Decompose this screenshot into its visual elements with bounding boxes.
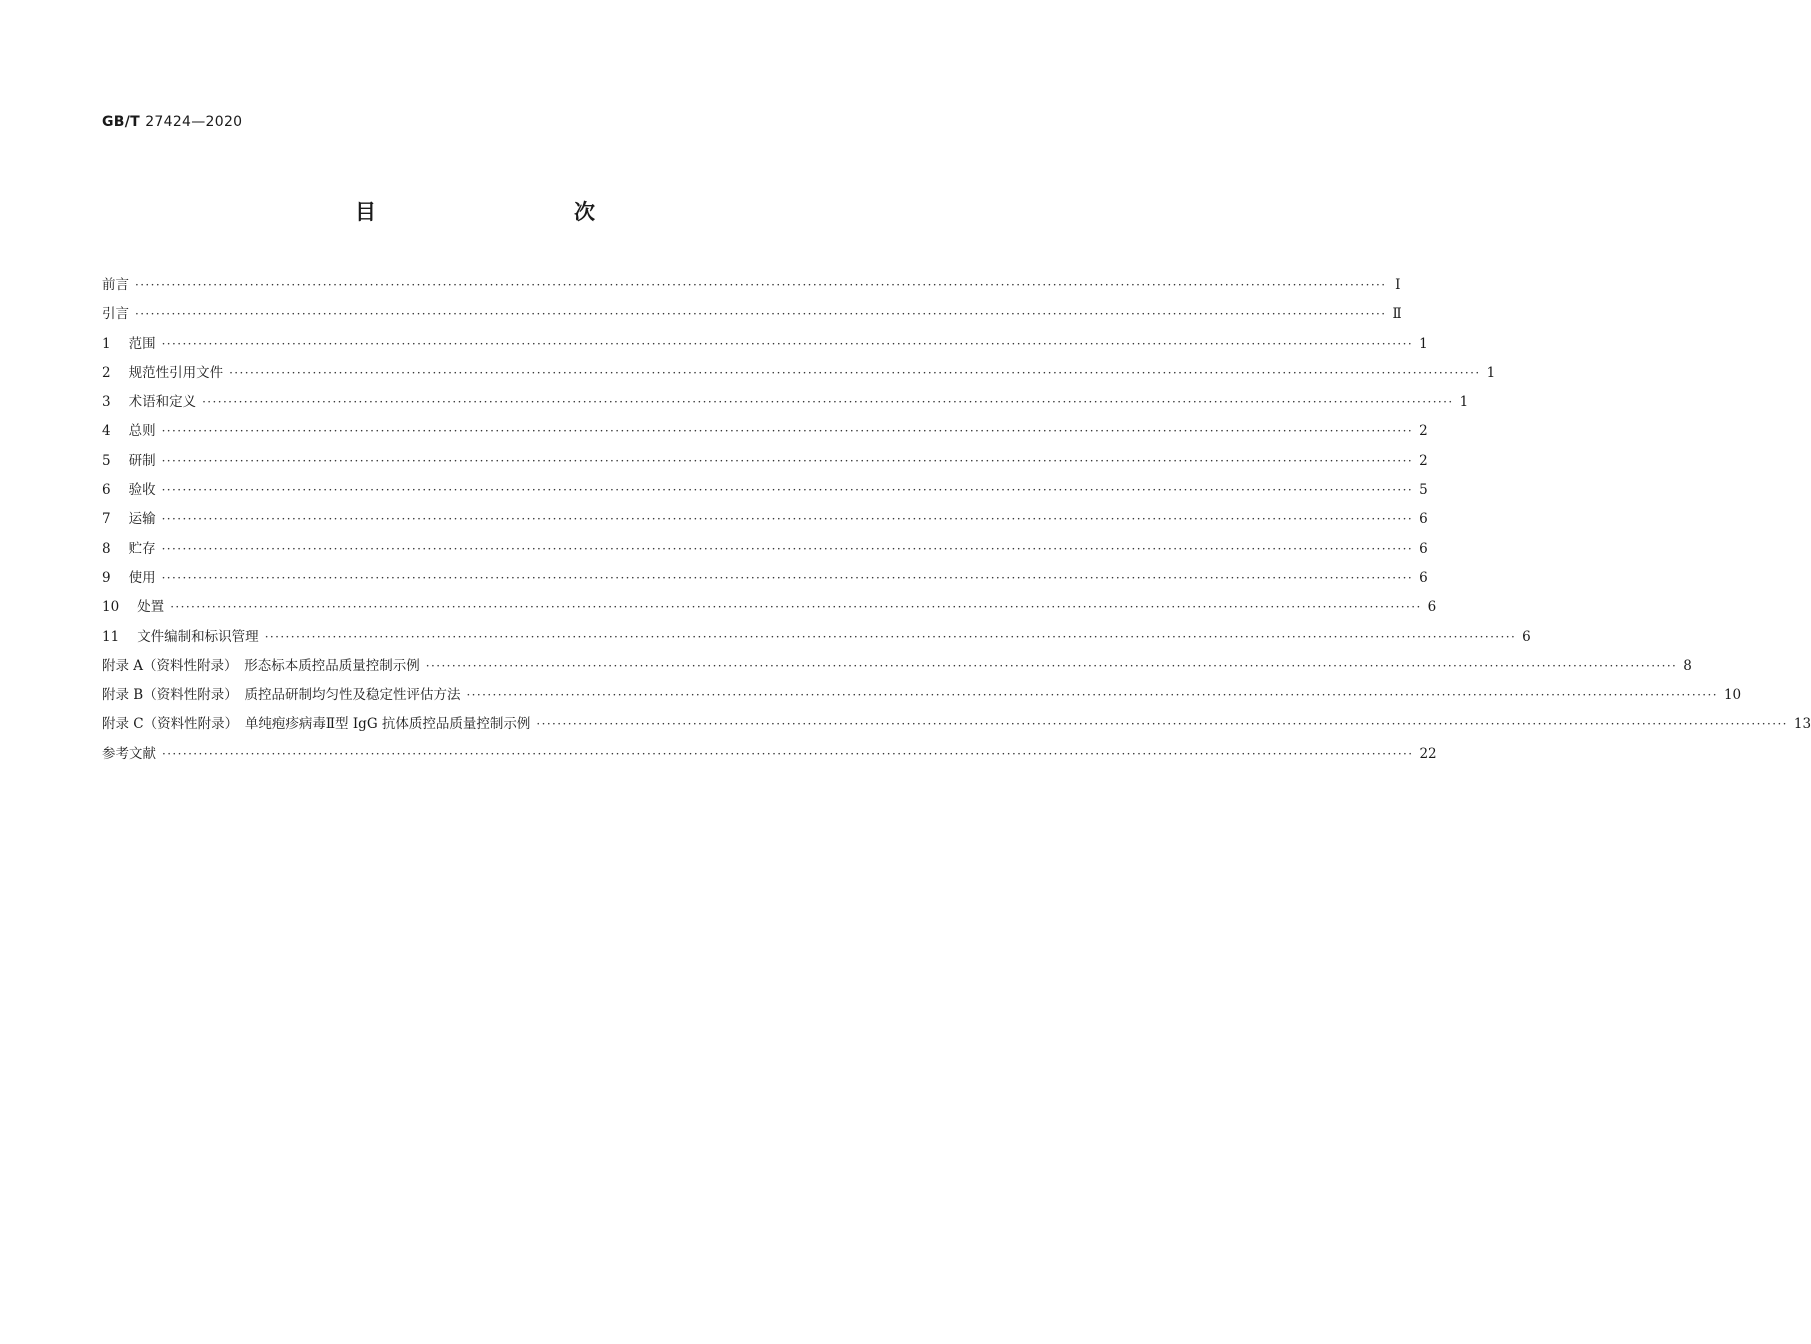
toc-entry-label <box>102 536 156 562</box>
toc-leader-dots: ················································································································································································································································ <box>229 365 1481 380</box>
toc-leader-dots: ················································································································································································································································ <box>135 307 1387 322</box>
toc-entry-label <box>102 360 223 386</box>
toc-entry-text: （资料性附录） 形态标本质控品质量控制示例 <box>143 657 420 674</box>
toc-entry-page: 6 <box>1522 628 1531 645</box>
toc-entry-page: 6 <box>1419 569 1428 586</box>
toc-entry-text: 文件编制和标识管理 <box>137 628 259 645</box>
toc-leader-dots: ················································································································································································································································ <box>162 746 1414 761</box>
toc-entry-page: 22 <box>1419 745 1437 762</box>
toc-entry[interactable] <box>102 360 1496 389</box>
toc-entry-label <box>102 594 164 620</box>
toc-entry[interactable] <box>102 624 1531 653</box>
toc-leader-dots: ················································································································································································································································ <box>161 541 1414 556</box>
toc-entry[interactable] <box>102 506 1428 535</box>
toc-entry-number: 附录 C <box>102 716 144 733</box>
toc-entry[interactable] <box>102 536 1428 565</box>
toc-entry[interactable] <box>102 331 1428 360</box>
toc-entry-number: 11 <box>102 628 120 645</box>
toc-entry-label <box>102 653 420 679</box>
toc-entry-text: 验收 <box>128 482 156 499</box>
toc-leader-dots: ················································································································································································································································ <box>161 512 1414 527</box>
toc-entry[interactable] <box>102 741 1437 770</box>
toc-entry-label <box>102 682 460 708</box>
toc-entry-text: （资料性附录） 质控品研制均匀性及稳定性评估方法 <box>143 687 461 704</box>
toc-entry-label <box>102 272 129 298</box>
toc-entry-number: 10 <box>102 599 120 616</box>
toc-entry-text: 贮存 <box>128 540 156 557</box>
toc-entry-number: 3 <box>102 394 111 411</box>
toc-entry-text: 使用 <box>128 569 156 586</box>
toc-entry-page: 8 <box>1683 657 1692 674</box>
table-of-contents <box>102 272 1811 770</box>
toc-entry-label <box>102 565 156 591</box>
toc-entry-text: 规范性引用文件 <box>128 364 224 381</box>
toc-entry-number: 6 <box>102 482 111 499</box>
toc-entry-text: 引言 <box>102 306 129 323</box>
toc-leader-dots: ················································································································································································································································ <box>135 278 1387 292</box>
toc-title: 目 次 <box>355 200 647 224</box>
toc-entry[interactable] <box>102 565 1428 594</box>
toc-entry-text: 运输 <box>128 511 156 528</box>
toc-entry[interactable] <box>102 682 1742 711</box>
toc-entry-page: 6 <box>1419 511 1428 528</box>
toc-entry-text: 总则 <box>128 423 156 440</box>
toc-entry[interactable] <box>102 418 1428 447</box>
standard-code <box>102 114 242 130</box>
toc-entry-label <box>102 331 156 357</box>
toc-entry[interactable] <box>102 272 1401 301</box>
toc-leader-dots: ················································································································································································································································ <box>161 424 1414 439</box>
toc-leader-dots: ················································································································································································································································ <box>161 483 1414 498</box>
toc-entry-number: 2 <box>102 364 111 381</box>
toc-entry-number: 附录 B <box>102 687 144 704</box>
toc-entry[interactable] <box>102 448 1428 477</box>
toc-entry-text: 研制 <box>128 452 156 469</box>
toc-leader-dots: ················································································································································································································································ <box>161 336 1414 351</box>
toc-entry-page: 13 <box>1793 716 1811 733</box>
toc-entry-label <box>102 389 196 415</box>
toc-entry-label <box>102 301 129 327</box>
toc-entry-page: 1 <box>1486 364 1496 381</box>
toc-leader-dots: ················································································································································································································································ <box>202 395 1454 410</box>
toc-entry-text: 范围 <box>128 335 156 352</box>
toc-leader-dots: ················································································································································································································································ <box>466 688 1718 703</box>
toc-entry-number: 4 <box>102 423 111 440</box>
toc-entry[interactable] <box>102 653 1692 682</box>
toc-entry-page: Ⅰ <box>1395 277 1401 293</box>
toc-entry-label <box>102 477 156 503</box>
toc-entry[interactable] <box>102 594 1437 623</box>
toc-entry-text: 处置 <box>137 599 165 616</box>
toc-entry-page: 2 <box>1419 452 1428 469</box>
toc-entry-label <box>102 711 530 737</box>
toc-entry-label <box>102 741 156 767</box>
toc-entry-page: 6 <box>1419 540 1428 557</box>
toc-entry-page: 10 <box>1723 687 1742 704</box>
toc-entry-page: 6 <box>1427 599 1437 616</box>
toc-entry-text: 前言 <box>102 277 129 293</box>
standard-code-prefix: GB/T <box>102 114 141 130</box>
toc-entry[interactable] <box>102 301 1402 330</box>
toc-entry[interactable] <box>102 477 1428 506</box>
toc-entry-number: 8 <box>102 540 111 557</box>
toc-entry-text: （资料性附录） 单纯疱疹病毒Ⅱ型 IgG 抗体质控品质量控制示例 <box>143 716 531 733</box>
toc-entry[interactable] <box>102 389 1469 418</box>
toc-entry-text: 参考文献 <box>102 745 156 762</box>
toc-leader-dots: ················································································································································································································································ <box>264 629 1517 644</box>
toc-entry-number: 5 <box>102 452 111 469</box>
toc-entry-number: 1 <box>102 335 111 352</box>
toc-entry-number: 9 <box>102 569 111 586</box>
toc-entry-page: 1 <box>1459 394 1469 411</box>
toc-entry-label <box>102 506 156 532</box>
toc-entry-page: 1 <box>1419 335 1428 352</box>
toc-entry-page: 5 <box>1419 482 1428 499</box>
toc-leader-dots: ················································································································································································································································ <box>170 600 1422 615</box>
toc-leader-dots: ················································································································································································································································ <box>161 570 1414 585</box>
toc-entry-page: Ⅱ <box>1392 306 1402 323</box>
toc-entry-number: 附录 A <box>102 657 144 674</box>
toc-entry-label <box>102 418 156 444</box>
toc-leader-dots: ················································································································································································································································ <box>161 453 1414 468</box>
toc-entry-text: 术语和定义 <box>128 394 197 411</box>
standard-code-number: 27424—2020 <box>145 114 243 130</box>
toc-leader-dots: ················································································································································································································································ <box>536 717 1788 732</box>
toc-leader-dots: ················································································································································································································································ <box>425 658 1678 673</box>
toc-entry-label <box>102 624 259 650</box>
toc-entry-label <box>102 448 156 474</box>
toc-entry[interactable] <box>102 711 1811 740</box>
toc-entry-number: 7 <box>102 511 111 528</box>
toc-entry-page: 2 <box>1419 423 1428 440</box>
